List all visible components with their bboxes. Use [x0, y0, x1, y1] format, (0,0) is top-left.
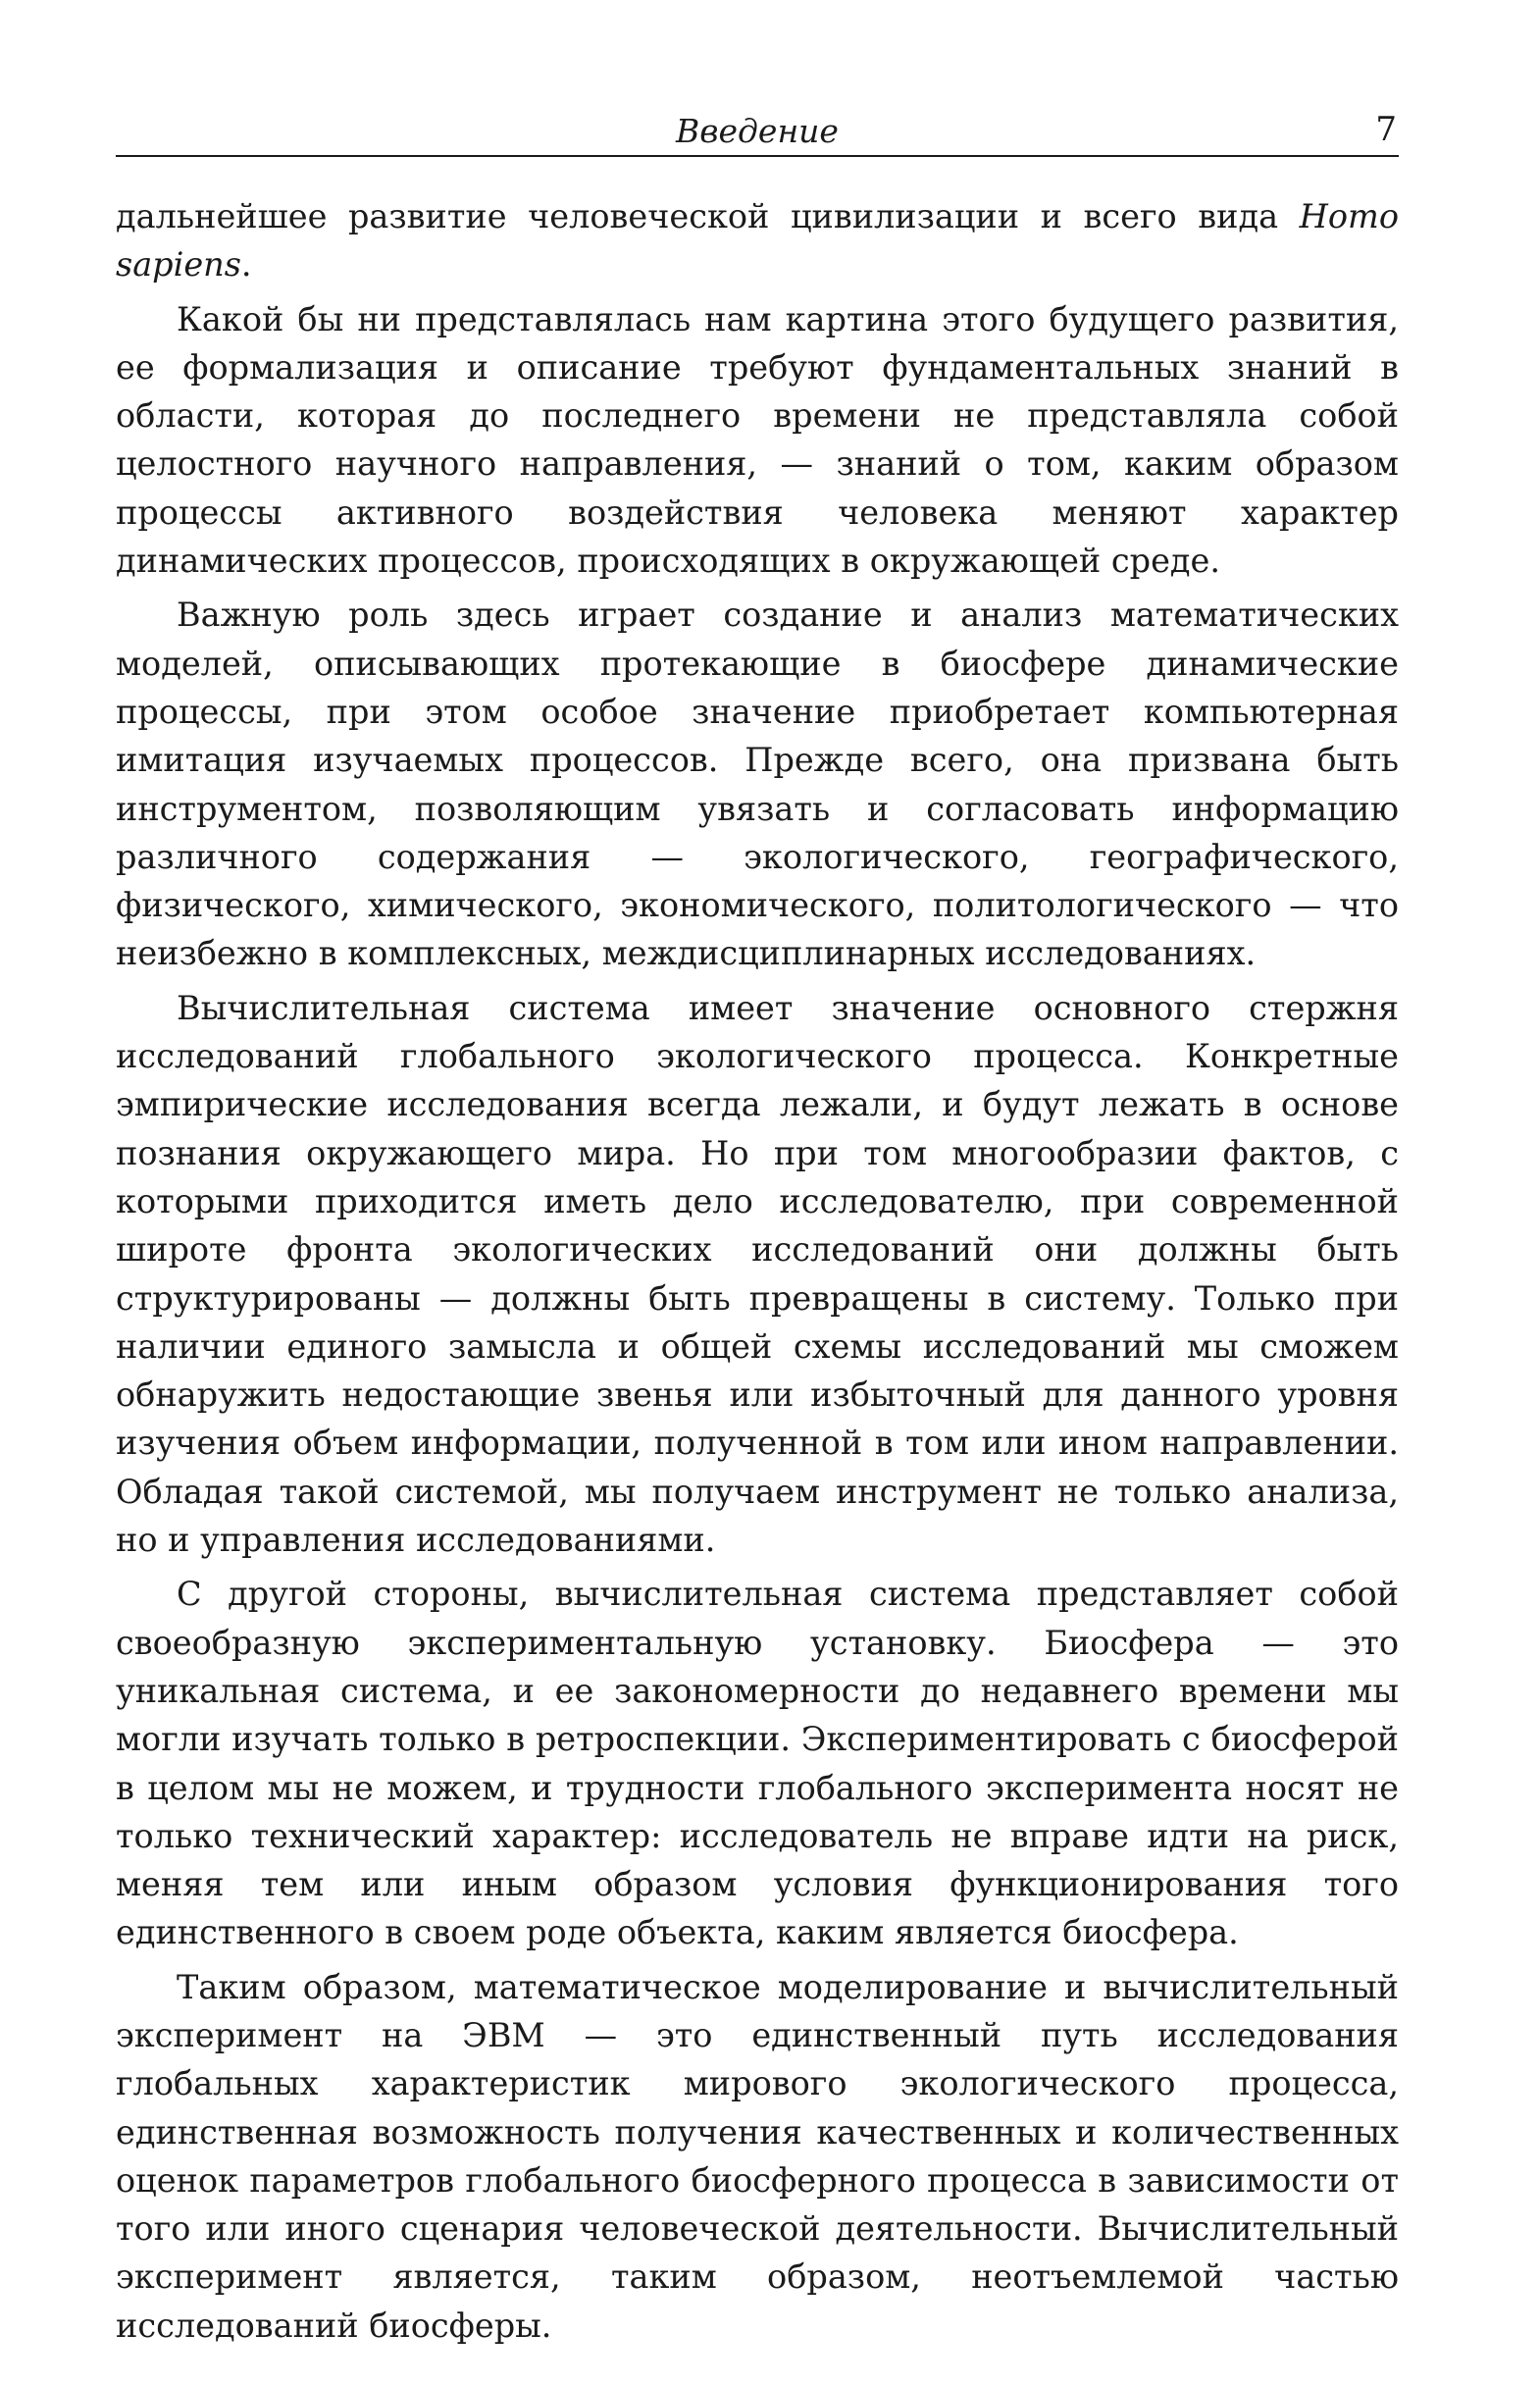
paragraph-3: Важную роль здесь играет создание и анализ математических моделей, описывающих протекающие в биосфере динамические процессы, при этом особое значение приобретает компьютерная имитация изучаемых процессов. Прежде всего, она призвана быть инструментом, позволяющим увязать и согласовать информацию различного содержания — экологического, географического, физического, химического, экономического, политологического — что неизбежно в комплексных, междисциплинарных исследованиях. — [116, 596, 1399, 973]
running-title: Введение — [676, 112, 839, 150]
paragraph-1-lead: дальнейшее развитие человеческой цивилизации и всего вида — [116, 197, 1300, 235]
paragraph-2: Какой бы ни представлялась нам картина этого будущего развития, ее формализация и описание требуют фундаментальных знаний в области, которая до последнего времени не представляла собой целостного научного направления, — знаний о том, каким образом процессы активного воздействия человека меняют характер динамических процессов, происходящих в окружающей среде. — [116, 299, 1399, 581]
page-number: 7 — [1375, 110, 1397, 149]
paragraph-4: Вычислительная система имеет значение основного стержня исследований глобального экологического процесса. Конкретные эмпирические исследования всегда лежали, и будут лежать в основе познания окружающего мира. Но при том многообразии фактов, с которыми приходится иметь дело исследователю, при современной широте фронта экологических исследований они должны быть структурированы — должны быть превращены в систему. Только при наличии единого замысла и общей схемы исследований мы сможем обнаружить недостающие звенья или избыточный для данного уровня изучения объем информации, полученной в том или ином направлении. Обладая такой системой, мы получаем инструмент не только анализа, но и управления исследованиями. — [116, 988, 1399, 1560]
body-text — [116, 192, 1399, 2356]
paragraph-1 — [116, 192, 1399, 289]
paragraph-6: Таким образом, математическое моделирование и вычислительный эксперимент на ЭВМ — это единственный путь исследования глобальных характеристик мирового экологического процесса, единственная возможность получения качественных и количественных оценок параметров глобального биосферного процесса в зависимости от того или иного сценария человеческой деятельности. Вычислительный эксперимент является, таким образом, неотъемлемой частью исследований биосферы. — [116, 1967, 1399, 2345]
latin-term: Homo sapiens — [116, 197, 1399, 285]
paragraph-5: С другой стороны, вычислительная система представляет собой своеобразную экспериментальную установку. Биосфера — это уникальная система, и ее закономерности до недавнего времени мы могли изучать только в ретроспекции. Экспериментировать с биосферой в целом мы не можем, и трудности глобального эксперимента носят не только технический характер: исследователь не вправе идти на риск, меняя тем или иным образом условия функционирования того единственного в своем роде объекта, каким является биосфера. — [116, 1575, 1399, 1952]
running-header — [116, 108, 1399, 157]
paragraph-1-tail: . — [240, 245, 252, 285]
